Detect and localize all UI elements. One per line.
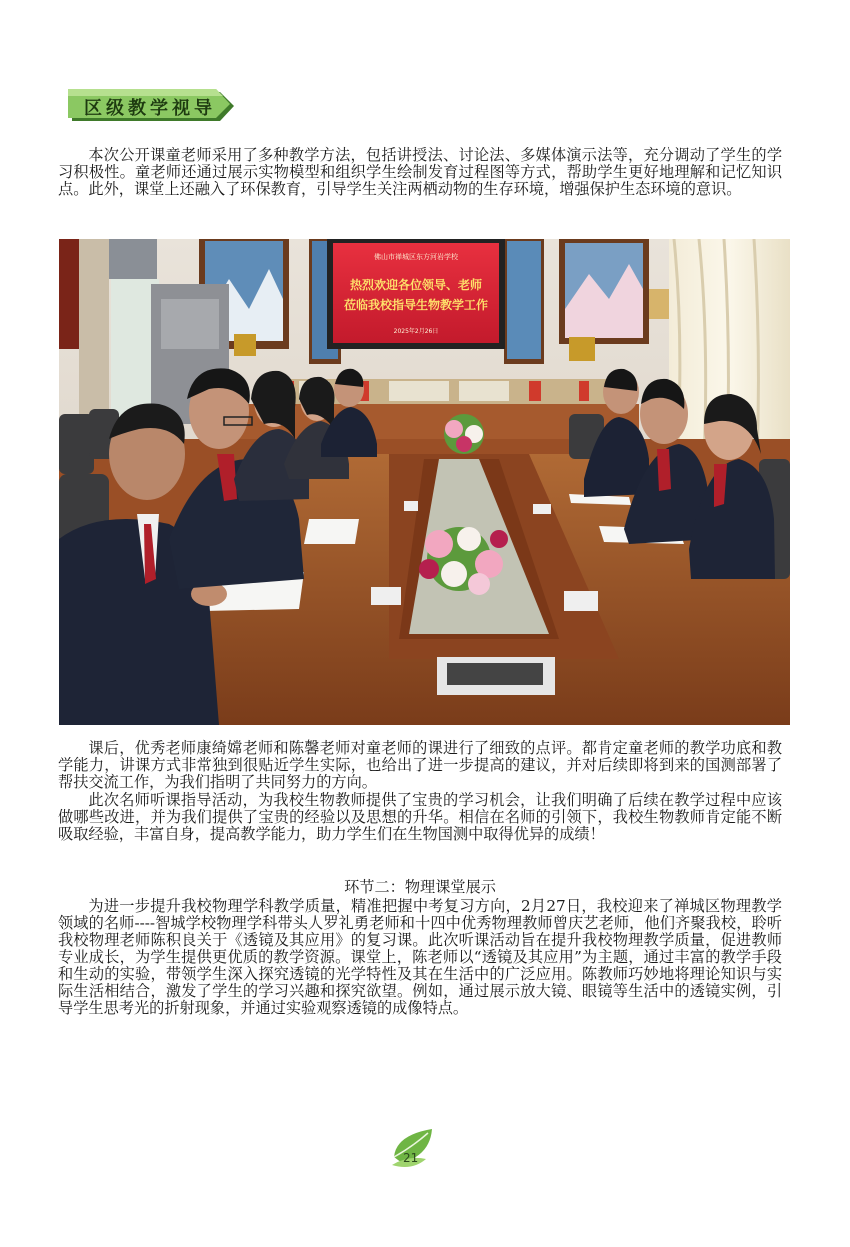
physics-paragraph: 为进一步提升我校物理学科教学质量，精准把握中考复习方向，2月27日，我校迎来了禅城区物理教学领域的名师----智城学校物理学科带头人罗礼勇老师和十四中优秀物理教师曾庆艺老师，他们齐聚我校，聆听我校物理老师陈积良关于《透镜及其应用》的复习课。此次听课活动旨在提升我校物理教学质量，促进教师专业成长，为学生提供更优质的教学资源。课堂上，陈老师以“透镜及其应用”为主题，通过丰富的教学手段和生动的实验，带领学生深入探究透镜的光学特性及其在生活中的广泛应用。陈教师巧妙地将理论知识与实际生活相结合，激发了学生的学习兴趣和探究欲望。例如，通过展示放大镜、眼镜等生活中的透镜实例，引导学生思考光的折射现象，并通过实验观察透镜的成像特点。 bbox=[58, 897, 782, 1017]
flower-arrangement-back bbox=[444, 414, 484, 454]
section-tag bbox=[68, 88, 236, 124]
page-number: 21 bbox=[403, 1151, 419, 1165]
leaf-icon bbox=[388, 1125, 438, 1173]
screen-welcome-line1: 热烈欢迎各位领导、老师 bbox=[349, 278, 483, 292]
screen-date: 2025年2月26日 bbox=[393, 328, 439, 335]
section-heading: 环节二：物理课堂展示 bbox=[344, 878, 496, 896]
intro-paragraph: 本次公开课童老师采用了多种教学方法，包括讲授法、讨论法、多媒体演示法等，充分调动了学生的学习积极性。童老师还通过展示实物模型和组织学生绘制发育过程图等方式，帮助学生更好地理解和记忆知识点。此外，课堂上还融入了环保教育，引导学生关注两栖动物的生存环境，增强保护生态环境的意识。 bbox=[58, 146, 782, 198]
summary-paragraph: 此次名师听课指导活动，为我校生物教师提供了宝贵的学习机会，让我们明确了后续在教学过程中应该做哪些改进，并为我们提供了宝贵的经验以及思想的升华。相信在名师的引领下，我校生物教师肯定能不断吸取经验，丰富自身，提高教学能力，助力学生们在生物国测中取得优异的成绩！ bbox=[58, 791, 782, 843]
meeting-photo bbox=[59, 239, 790, 725]
screen-welcome-line2: 莅临我校指导生物教学工作 bbox=[343, 298, 489, 312]
page-number-badge bbox=[388, 1125, 438, 1173]
section-tag-label: 区级教学视导 bbox=[84, 98, 216, 119]
screen-school-name: 佛山市禅城区东方河岩学校 bbox=[374, 253, 458, 261]
review-paragraph: 课后，优秀老师康绮嫦老师和陈馨老师对童老师的课进行了细致的点评。都肯定童老师的教学功底和教学能力，讲课方式非常独到很贴近学生实际，也给出了进一步提高的建议，并对后续即将到来的国测部署了帮扶交流工作，为我们指明了共同努力的方向。 bbox=[58, 739, 782, 791]
